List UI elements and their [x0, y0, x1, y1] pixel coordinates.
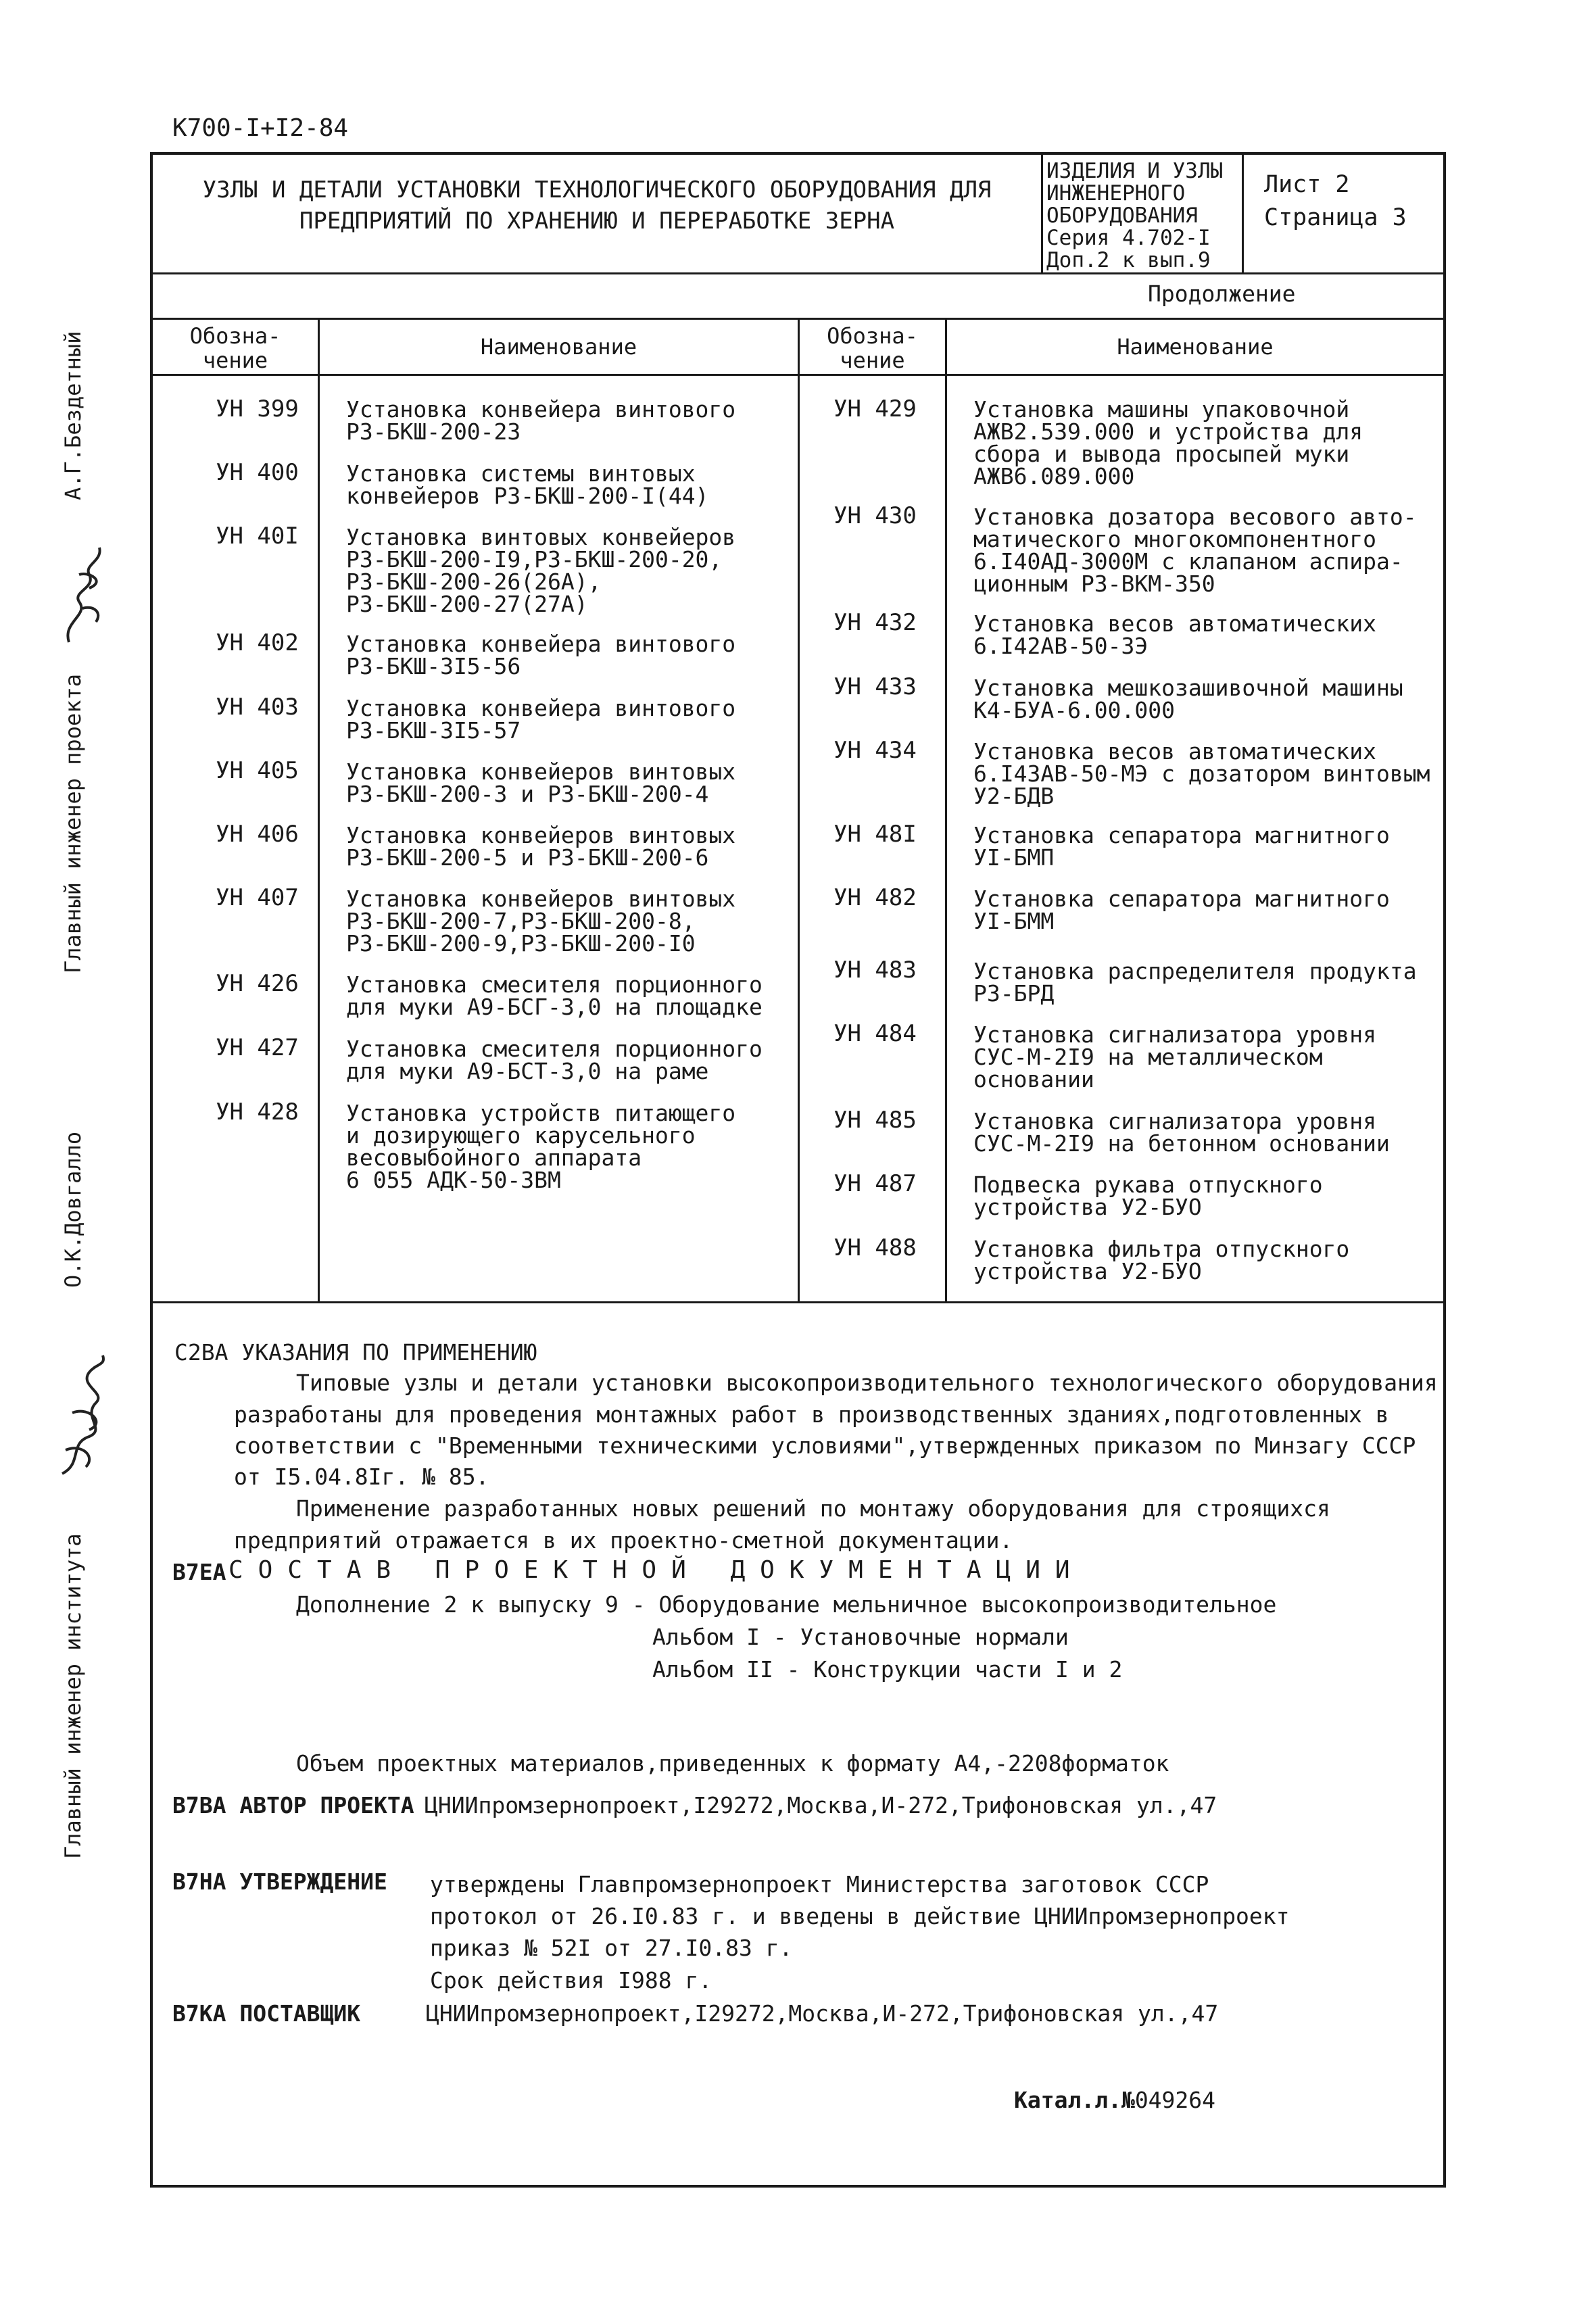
col-header-name-left: Наименование — [480, 334, 637, 360]
col-header-code-left: Обозна- чение — [189, 323, 281, 373]
instructions-heading: С2ВА УКАЗАНИЯ ПО ПРИМЕНЕНИЮ — [174, 1339, 537, 1366]
stamp-project-engineer: Главный инженер проекта — [60, 673, 86, 973]
approval-label: В7НА УТВЕРЖДЕНИЕ — [172, 1868, 387, 1895]
author-value: ЦНИИпромзернопроект,I29272,Москва,И-272,Трифоновская ул.,47 — [425, 1792, 1217, 1818]
continuation-label: Продолжение — [1148, 281, 1296, 307]
volume-line: Объем проектных материалов,приведенных к формату А4,-2208форматок — [296, 1750, 1169, 1777]
stamp-institute-engineer-name: О.К.Довгалло — [60, 1131, 86, 1288]
signature-icon — [42, 1349, 116, 1484]
composition-heading: СОСТАВ ПРОЕКТНОЙ ДОКУМЕНТАЦИИ — [228, 1556, 1085, 1584]
composition-tag: В7ЕА — [172, 1559, 226, 1585]
supplier-value: ЦНИИпромзернопроект,I29272,Москва,И-272,Трифоновская ул.,47 — [426, 2000, 1219, 2027]
series-box: ИЗДЕЛИЯ И УЗЛЫ ИНЖЕНЕРНОГО ОБОРУДОВАНИЯ Серия 4.702-I Доп.2 к вып.9 — [1046, 159, 1224, 272]
page-number: Страница 3 — [1264, 204, 1407, 231]
catalog-number: Катал.л.№049264 — [1014, 2087, 1216, 2113]
sheet-number: Лист 2 — [1264, 171, 1350, 198]
supplier-label: В7КА ПОСТАВЩИК — [172, 2000, 361, 2027]
signature-icon — [42, 534, 116, 649]
header-title: УЗЛЫ И ДЕТАЛИ УСТАНОВКИ ТЕХНОЛОГИЧЕСКОГО ОБОРУДОВАНИЯ ДЛЯ ПРЕДПРИЯТИЙ ПО ХРАНЕНИЮ И ПЕРЕРАБОТКЕ ЗЕРНА — [202, 176, 992, 235]
stamp-engineer-name: А.Г.Бездетный — [60, 331, 86, 500]
author-label: В7ВА АВТОР ПРОЕКТА — [172, 1792, 414, 1818]
stamp-institute-engineer: Главный инженер института — [60, 1533, 86, 1859]
col-header-code-right: Обозна- чение — [827, 323, 918, 373]
document-code: К700-I+I2-84 — [172, 114, 349, 142]
sheet-box — [1264, 173, 1407, 230]
col-header-name-right: Наименование — [1117, 334, 1274, 360]
